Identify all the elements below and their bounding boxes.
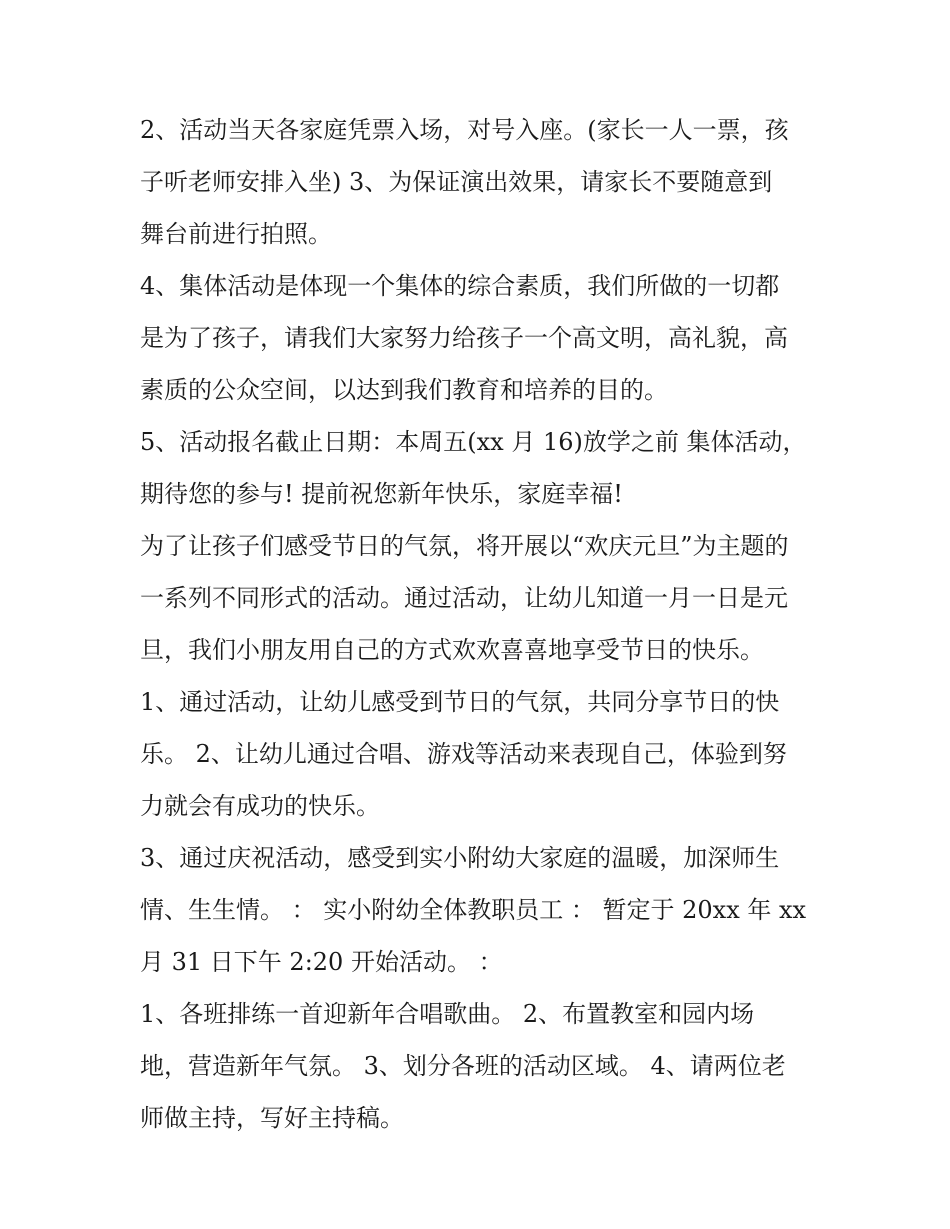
text-line: 5、活动报名截止日期：本周五(xx 月 16)放学之前 集体活动， <box>140 428 807 456</box>
text-line: 素质的公众空间，以达到我们教育和培养的目的。 <box>140 376 668 404</box>
text-line: 师做主持，写好主持稿。 <box>140 1104 404 1132</box>
text-line: 4、集体活动是体现一个集体的综合素质，我们所做的一切都 <box>140 272 780 300</box>
text-line: 期待您的参与! 提前祝您新年快乐，家庭幸福! <box>140 480 623 508</box>
text-line: 情、生生情。 ： 实小附幼全体教职员工 ： 暂定于 20xx 年 xx <box>140 896 807 924</box>
text-line: 1、通过活动，让幼儿感受到节日的气氛，共同分享节日的快 <box>140 688 780 716</box>
text-line: 子听老师安排入坐) 3、为保证演出效果，请家长不要随意到 <box>140 168 773 196</box>
text-line: 旦，我们小朋友用自己的方式欢欢喜喜地享受节日的快乐。 <box>140 636 764 664</box>
text-line: 是为了孩子，请我们大家努力给孩子一个高文明，高礼貌，高 <box>140 324 788 352</box>
text-line: 3、通过庆祝活动，感受到实小附幼大家庭的温暖，加深师生 <box>140 844 780 872</box>
text-line: 1、各班排练一首迎新年合唱歌曲。 2、布置教室和园内场 <box>140 1000 755 1028</box>
text-line: 力就会有成功的快乐。 <box>140 792 380 820</box>
text-line: 乐。 2、让幼儿通过合唱、游戏等活动来表现自己，体验到努 <box>140 740 787 768</box>
document-body <box>140 104 830 1144</box>
text-line: 地，营造新年气氛。 3、划分各班的活动区域。 4、请两位老 <box>140 1052 786 1080</box>
text-line: 一系列不同形式的活动。通过活动，让幼儿知道一月一日是元 <box>140 584 788 612</box>
text-line: 2、活动当天各家庭凭票入场，对号入座。(家长一人一票，孩 <box>140 116 789 144</box>
text-line: 舞台前进行拍照。 <box>140 220 332 248</box>
text-line: 月 31 日下午 2:20 开始活动。 ： <box>140 948 503 976</box>
text-line: 为了让孩子们感受节日的气氛，将开展以“欢庆元旦”为主题的 <box>140 532 789 560</box>
